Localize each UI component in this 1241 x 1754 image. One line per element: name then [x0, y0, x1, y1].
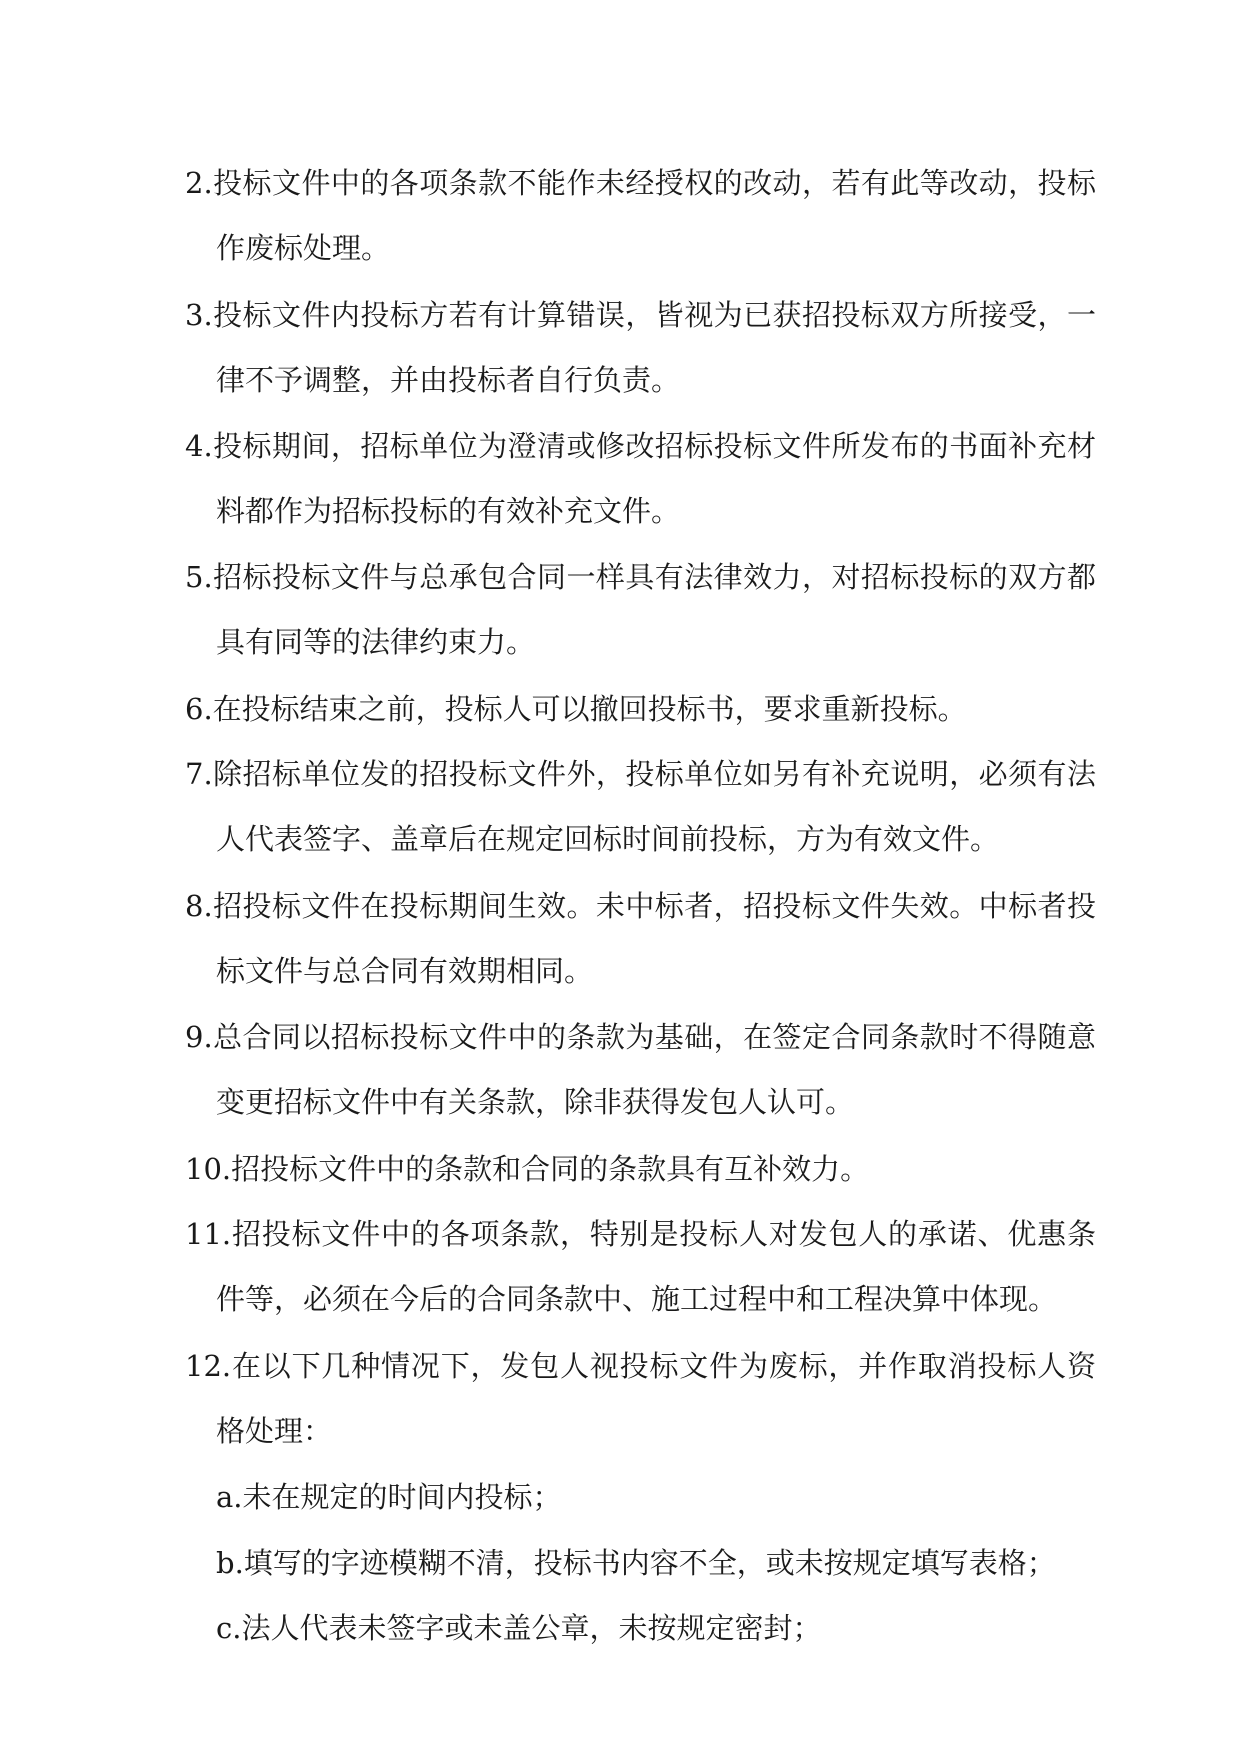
clause-3: 3.投标文件内投标方若有计算错误，皆视为已获招投标双方所接受，一律不予调整，并由投标者自行负责。	[185, 298, 1096, 397]
clause-10: 10.招投标文件中的条款和合同的条款具有互补效力。	[185, 1152, 870, 1186]
clause-6: 6.在投标结束之前，投标人可以撤回投标书，要求重新投标。	[185, 692, 967, 726]
subitem-c: c.法人代表未签字或未盖公章，未按规定密封；	[216, 1611, 822, 1645]
clause-9: 9.总合同以招标投标文件中的条款为基础，在签定合同条款时不得随意变更招标文件中有关条款，除非获得发包人认可。	[185, 1020, 1096, 1119]
clause-7: 7.除招标单位发的招投标文件外，投标单位如另有补充说明，必须有法人代表签字、盖章后在规定回标时间前投标，方为有效文件。	[185, 757, 1096, 856]
subitem-a: a.未在规定的时间内投标；	[216, 1480, 562, 1514]
clause-5: 5.招标投标文件与总承包合同一样具有法律效力，对招标投标的双方都具有同等的法律约束力。	[185, 560, 1096, 659]
clause-8: 8.招投标文件在投标期间生效。未中标者，招投标文件失效。中标者投标文件与总合同有效期相同。	[185, 889, 1096, 988]
subitem-b: b.填写的字迹模糊不清，投标书内容不全，或未按规定填写表格；	[216, 1546, 1056, 1580]
clause-12: 12.在以下几种情况下，发包人视投标文件为废标，并作取消投标人资格处理：	[185, 1349, 1096, 1448]
clause-4: 4.投标期间，招标单位为澄清或修改招标投标文件所发布的书面补充材料都作为招标投标的有效补充文件。	[185, 429, 1096, 528]
clause-11: 11.招投标文件中的各项条款，特别是投标人对发包人的承诺、优惠条件等，必须在今后的合同条款中、施工过程中和工程决算中体现。	[185, 1217, 1096, 1316]
clause-2: 2.投标文件中的各项条款不能作未经授权的改动，若有此等改动，投标作废标处理。	[185, 166, 1096, 265]
